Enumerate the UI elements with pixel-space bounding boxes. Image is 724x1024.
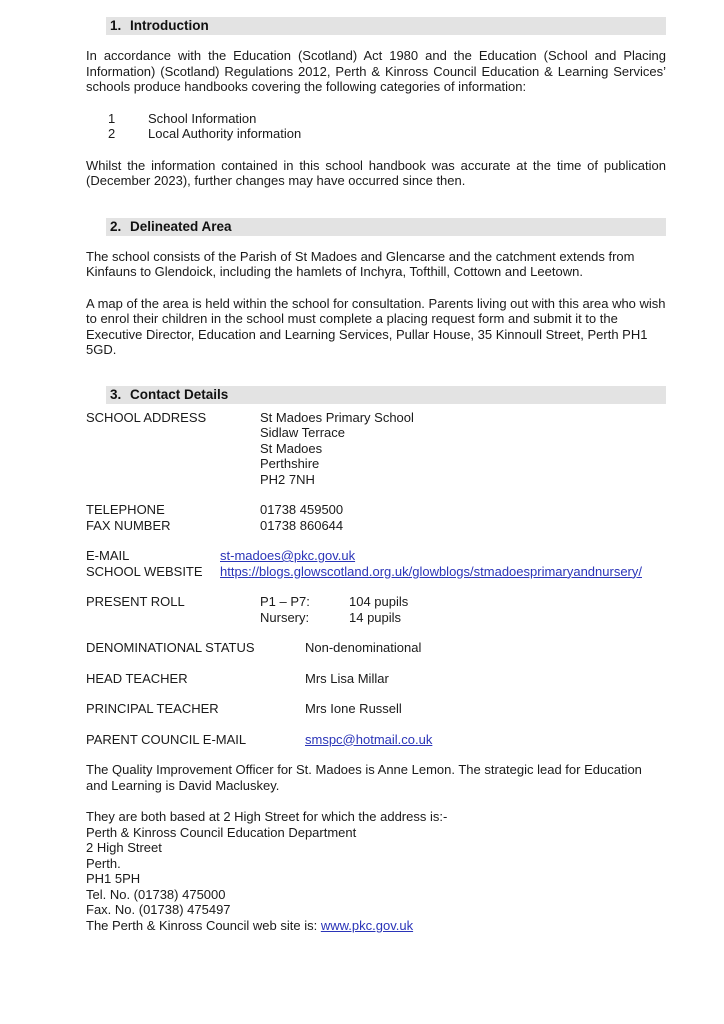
section-number: 3. [110, 386, 122, 402]
council-address-line: Perth. [86, 855, 121, 871]
telephone-value: 01738 459500 [260, 502, 344, 517]
section-heading-introduction [106, 17, 666, 35]
document-page [86, 17, 666, 933]
council-address-line: PH1 5PH [86, 871, 141, 886]
school-email-link[interactable]: st-madoes@pkc.gov.uk [220, 548, 356, 563]
present-roll-row [86, 594, 666, 625]
telephone-label: TELEPHONE [86, 502, 165, 517]
telephone-row [86, 502, 666, 518]
section-heading-delineated-area [106, 218, 666, 236]
fax-row [86, 518, 666, 534]
website-label: SCHOOL WEBSITE [86, 563, 203, 579]
school-address-label: SCHOOL ADDRESS [86, 409, 207, 425]
council-website-line [86, 918, 666, 934]
roll-count: 104 pupils [349, 594, 409, 609]
denominational-row [86, 640, 666, 656]
list-item-number: 2 [108, 126, 116, 141]
principal-teacher-row [86, 701, 666, 717]
principal-teacher-label: PRINCIPAL TEACHER [86, 701, 219, 716]
address-line: Sidlaw Terrace [260, 425, 346, 440]
placing-request-paragraph: A map of the area is held within the school for consultation. Parents living out with this area who wish to enrol their children in the school must complete a placing request form and submit it to the Executive Director, Education and Learning Services, Pullar House, 35 Kinnoull Street, Perth PH1 5GD. [86, 295, 666, 357]
catchment-paragraph: The school consists of the Parish of St Madoes and Glencarse and the catchment extends from Kinfauns to Glendoick, including the hamlets of Inchyra, Tofthill, Cottown and Leetown. [86, 248, 635, 279]
roll-entry [260, 610, 408, 626]
parent-council-label: PARENT COUNCIL E-MAIL [86, 731, 247, 747]
address-line: PH2 7NH [260, 471, 315, 487]
list-item-text: Local Authority information [148, 126, 302, 141]
present-roll-value [260, 594, 408, 625]
council-address-line: Perth & Kinross Council Education Department [86, 824, 357, 840]
school-address-value [260, 410, 414, 488]
section-number: 1. [110, 18, 122, 33]
council-telephone: Tel. No. (01738) 475000 [86, 886, 226, 902]
section-number: 2. [110, 218, 122, 234]
parent-council-row [86, 732, 666, 748]
categories-list [86, 111, 666, 142]
roll-entry [260, 594, 408, 610]
section-title: Introduction [130, 18, 209, 33]
roll-group: Nursery: [260, 609, 310, 625]
section-title: Contact Details [130, 386, 229, 402]
list-item [86, 126, 666, 142]
parent-council-email-link[interactable]: smspc@hotmail.co.uk [305, 731, 433, 747]
council-address-line: 2 High Street [86, 840, 162, 855]
council-website-sentence: The Perth & Kinross Council web site is: [86, 917, 321, 933]
school-website-link[interactable]: https://blogs.glowscotland.org.uk/glowblogs/stmadoesprimaryandnursery/ [220, 563, 642, 579]
address-line: St Madoes Primary School [260, 409, 414, 425]
head-teacher-row [86, 671, 666, 687]
based-intro: They are both based at 2 High Street for which the address is:- [86, 809, 448, 824]
address-line: St Madoes [260, 440, 323, 456]
head-teacher-label: HEAD TEACHER [86, 670, 188, 686]
fax-value: 01738 860644 [260, 517, 344, 533]
email-row [86, 548, 666, 564]
roll-group: P1 – P7: [260, 594, 310, 609]
head-teacher-value: Mrs Lisa Millar [305, 670, 389, 686]
school-address-row [86, 410, 666, 488]
present-roll-label: PRESENT ROLL [86, 594, 185, 609]
roll-count: 14 pupils [349, 609, 402, 625]
council-website-link[interactable]: www.pkc.gov.uk [320, 917, 414, 933]
section-title: Delineated Area [130, 218, 232, 234]
principal-teacher-value: Mrs Ione Russell [305, 701, 402, 716]
intro-paragraph: In accordance with the Education (Scotland) Act 1980 and the Education (School and Placing Information) (Scotland) Regulations 2012, Perth & Kinross Council Education & Learning Services’ schools produce handbooks covering the following categories of information: [86, 48, 666, 94]
list-item-number: 1 [108, 110, 116, 126]
email-label: E-MAIL [86, 548, 130, 563]
qio-paragraph: The Quality Improvement Officer for St. Madoes is Anne Lemon. The strategic lead for Education and Learning is David Macluskey. [86, 762, 642, 793]
denominational-value: Non-denominational [305, 640, 422, 655]
list-item-text: School Information [148, 110, 257, 126]
fax-label: FAX NUMBER [86, 517, 171, 533]
denominational-label: DENOMINATIONAL STATUS [86, 640, 255, 655]
section-heading-contact-details [106, 386, 666, 404]
publication-note: Whilst the information contained in this school handbook was accurate at the time of publication (December 2023), further changes may have occurred since then. [86, 157, 666, 188]
council-address-block [86, 809, 666, 933]
website-row [86, 564, 666, 580]
address-line: Perthshire [260, 456, 320, 471]
list-item [86, 111, 666, 127]
council-fax: Fax. No. (01738) 475497 [86, 902, 231, 917]
